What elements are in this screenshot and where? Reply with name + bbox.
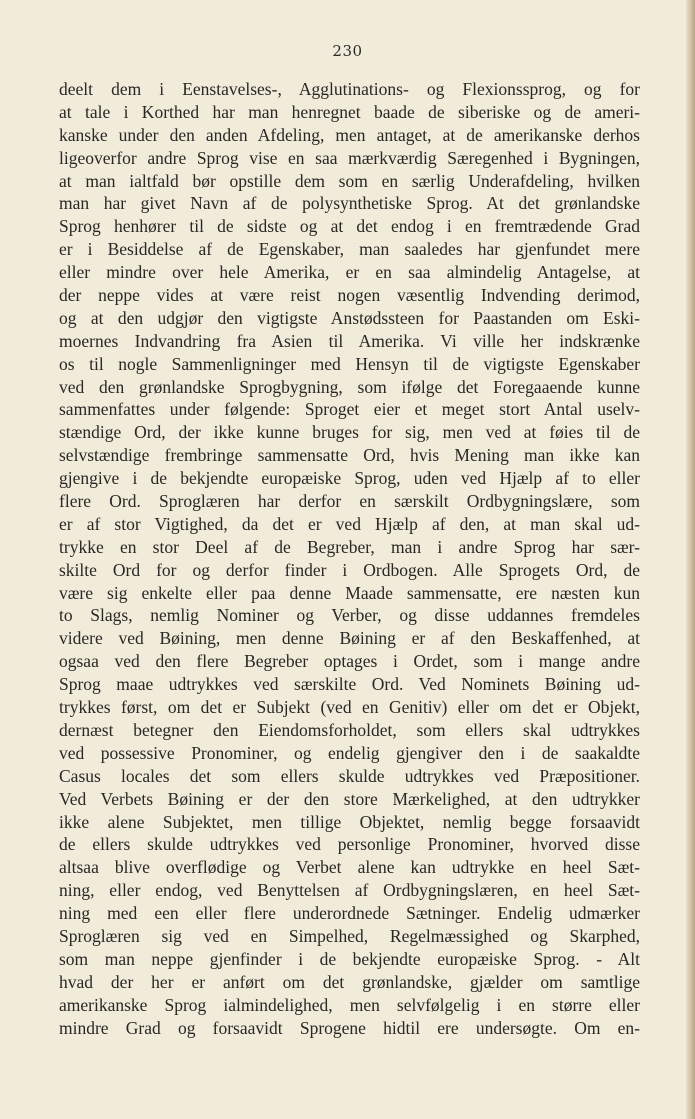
text-line: mindre Grad og forsaavidt Sprogene hidtil ere undersøgte. Om en-: [59, 1017, 640, 1038]
text-line: gjengive i de bekjendte europæiske Sprog, uden ved Hjælp af to eller: [59, 468, 640, 489]
text-line: videre ved Bøining, men denne Bøining er af den Beskaffenhed, at: [59, 628, 640, 649]
text-line: to Slags, nemlig Nominer og Verber, og disse uddannes fremdeles: [59, 605, 640, 626]
text-line: som man neppe gjenfinder i de bekjendte europæiske Sprog. - Alt: [59, 948, 640, 969]
text-line: selvstændige frembringe sammensatte Ord, hvis Mening man ikke kan: [59, 445, 640, 466]
text-line: amerikanske Sprog ialmindelighed, men selvfølgelig i en større eller: [59, 994, 640, 1015]
text-line: kanske under den anden Afdeling, men antaget, at de amerikanske derhos: [59, 124, 640, 145]
page-edge: [686, 0, 695, 1119]
text-line: ligeoverfor andre Sprog vise en saa mærkværdig Særegenhed i Bygningen,: [59, 147, 640, 168]
text-line: trykkes først, om det er Subjekt (ved en Genitiv) eller om det er Objekt,: [59, 697, 640, 718]
text-line: og at den udgjør den vigtigste Anstødssteen for Paastanden om Eski-: [59, 307, 640, 328]
text-line: at man ialtfald bør opstille dem som en særlig Underafdeling, hvilken: [59, 170, 640, 191]
text-line: deelt dem i Eenstavelses-, Agglutinations- og Flexionssprog, og for: [59, 79, 640, 99]
text-line: man har givet Navn af de polysynthetiske Sprog. At det grønlandske: [59, 193, 640, 214]
text-line: hvad der her er anført om det grønlandske, gjælder om samtlige: [59, 971, 640, 992]
text-line: eller mindre over hele Amerika, er en saa almindelig Antagelse, at: [59, 262, 640, 283]
text-line: de ellers skulde udtrykkes ved personlige Pronominer, hvorved disse: [59, 834, 640, 855]
text-line: er af stor Vigtighed, da det er ved Hjælp af den, at man skal ud-: [59, 513, 640, 534]
text-line: skilte Ord for og derfor finder i Ordbogen. Alle Sprogets Ord, de: [59, 559, 640, 580]
text-line: dernæst betegner den Eiendomsforholdet, som ellers skal udtrykkes: [59, 719, 640, 740]
text-line: er i Besiddelse af de Egenskaber, man saaledes har gjenfundet mere: [59, 239, 640, 260]
text-line: ved den grønlandske Sprogbygning, som ifølge det Foregaaende kunne: [59, 376, 640, 397]
body-text: [59, 78, 640, 1039]
text-line: være sig enkelte eller paa denne Maade sammensatte, ere næsten kun: [59, 582, 640, 603]
text-line: ved possessive Pronominer, og endelig gjengiver den i de saakaldte: [59, 742, 640, 763]
text-line: altsaa blive overflødige og Verbet alene kan udtrykke en heel Sæt-: [59, 857, 640, 878]
text-line: ning med een eller flere underordnede Sætninger. Endelig udmærker: [59, 903, 640, 924]
page-number: 230: [332, 42, 363, 60]
text-line: stændige Ord, der ikke kunne bruges for sig, men ved at føies til de: [59, 422, 640, 443]
text-line: Casus locales det som ellers skulde udtrykkes ved Præpositioner.: [59, 765, 640, 786]
text-line: Ved Verbets Bøining er der den store Mærkelighed, at den udtrykker: [59, 788, 640, 809]
text-line: ogsaa ved den flere Begreber optages i Ordet, som i mange andre: [59, 651, 640, 672]
text-line: Sproglæren sig ved en Simpelhed, Regelmæssighed og Skarphed,: [59, 925, 640, 946]
text-line: trykke en stor Deel af de Begreber, man i andre Sprog har sær-: [59, 536, 640, 557]
text-line: ikke alene Subjektet, men tillige Objektet, nemlig begge forsaavidt: [59, 811, 640, 832]
text-line: flere Ord. Sproglæren har derfor en særskilt Ordbygningslære, som: [59, 491, 640, 512]
text-line: Sprog henhører til de sidste og at det endog i en fremtrædende Grad: [59, 216, 640, 237]
text-line: os til nogle Sammenligninger med Hensyn til de vigtigste Egenskaber: [59, 353, 640, 374]
text-line: ning, eller endog, ved Benyttelsen af Ordbygningslæren, en heel Sæt-: [59, 880, 640, 901]
text-line: sammenfattes under følgende: Sproget eier et meget stort Antal uselv-: [59, 399, 640, 420]
text-line: der neppe vides at være reist nogen væsentlig Indvending derimod,: [59, 285, 640, 306]
text-line: at tale i Korthed har man henregnet baade de siberiske og de ameri-: [59, 101, 640, 122]
text-line: Sprog maae udtrykkes ved særskilte Ord. Ved Nominets Bøining ud-: [59, 674, 640, 695]
text-line: moernes Indvandring fra Asien til Amerika. Vi ville her indskrænke: [59, 330, 640, 351]
